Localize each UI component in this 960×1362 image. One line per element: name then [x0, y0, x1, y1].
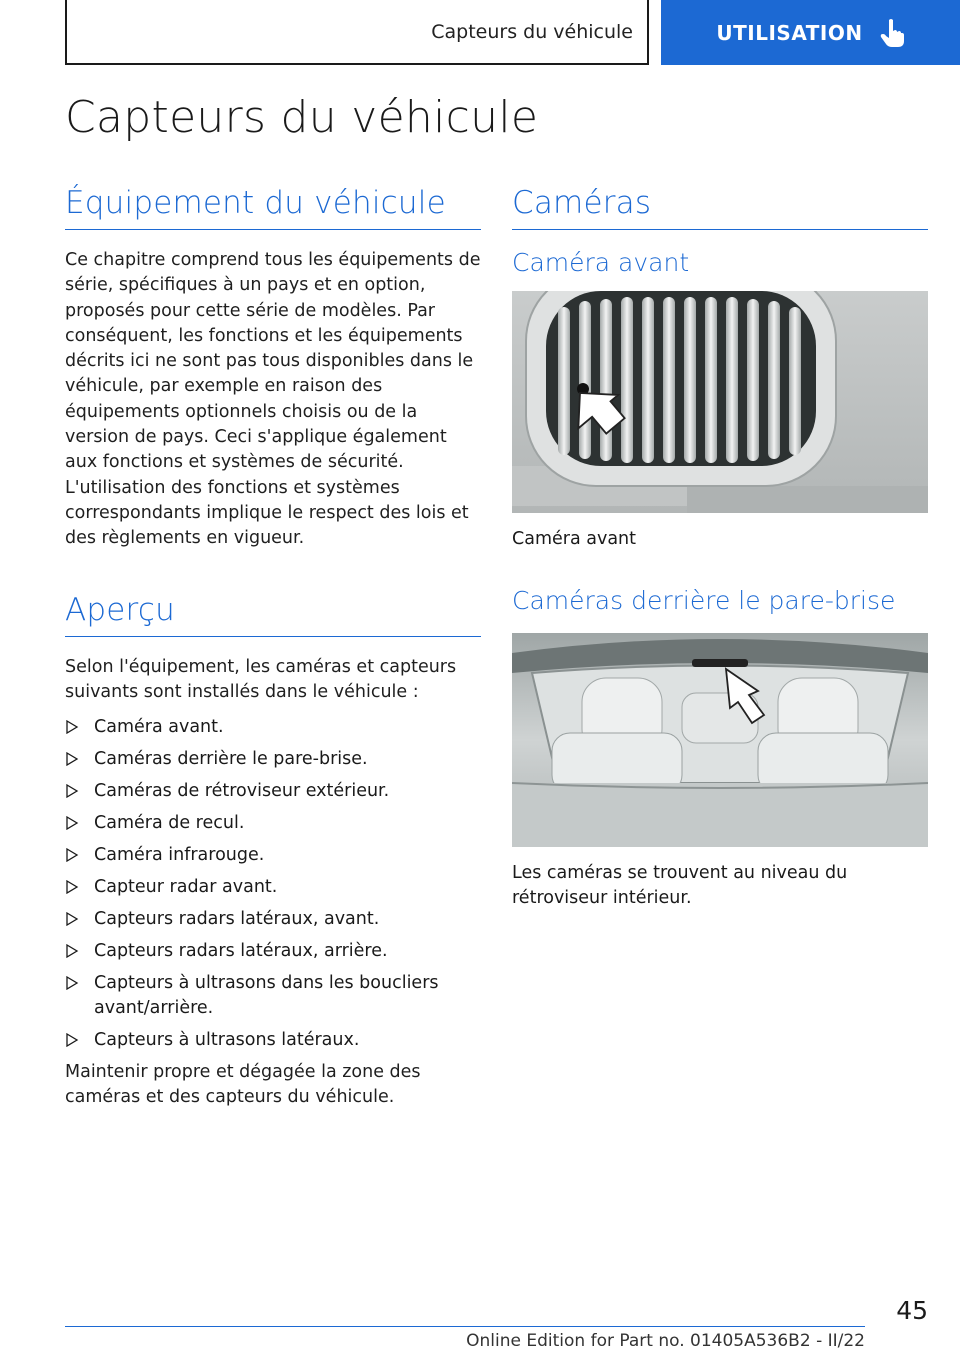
list-item-text: Caméra avant.: [94, 717, 224, 738]
triangle-bullet-icon: [65, 720, 79, 734]
list-item-text: Capteurs radars latéraux, avant.: [94, 909, 380, 930]
sensor-list: [65, 715, 481, 1053]
triangle-bullet-icon: [65, 784, 79, 798]
cameras-heading: Caméras: [512, 185, 928, 230]
equipment-heading: Équipement du véhicule: [65, 185, 481, 230]
header-chapter-label: UTILISATION: [716, 20, 863, 45]
list-item-text: Caméras derrière le pare-brise.: [94, 749, 368, 770]
triangle-bullet-icon: [65, 944, 79, 958]
triangle-bullet-icon: [65, 752, 79, 766]
list-item-text: Capteurs radars latéraux, arrière.: [94, 941, 388, 962]
page-title: Capteurs du véhicule: [65, 92, 539, 143]
list-item: [65, 843, 481, 868]
list-item-text: Caméras de rétroviseur extérieur.: [94, 781, 390, 802]
triangle-bullet-icon: [65, 976, 79, 990]
header-section-tab: [65, 0, 649, 65]
header-section-label: Capteurs du véhicule: [431, 20, 633, 43]
triangle-bullet-icon: [65, 1033, 79, 1047]
pointing-hand-icon: [879, 18, 905, 48]
footer-divider: [65, 1326, 865, 1327]
windshield-cameras-heading: Caméras derrière le pare-brise: [512, 586, 896, 615]
list-item-text: Caméra de recul.: [94, 813, 245, 834]
triangle-bullet-icon: [65, 848, 79, 862]
windshield-cameras-figure: [512, 633, 928, 847]
windshield-cameras-caption: Les caméras se trouvent au niveau du rétroviseur intérieur.: [512, 863, 848, 908]
list-item-text: Capteurs à ultrasons latéraux.: [94, 1030, 360, 1051]
list-item: [65, 875, 481, 900]
list-item: [65, 907, 481, 932]
front-camera-heading: Caméra avant: [512, 248, 690, 277]
overview-heading: Aperçu: [65, 592, 481, 637]
list-item: [65, 747, 481, 772]
left-column: [65, 185, 481, 1111]
triangle-bullet-icon: [65, 880, 79, 894]
list-item: [65, 715, 481, 740]
list-item: [65, 939, 481, 964]
list-item: [65, 971, 481, 1021]
list-item-text: Capteurs à ultrasons dans les boucliers avant/arrière.: [94, 973, 439, 1019]
footer-edition: Online Edition for Part no. 01405A536B2 - II/22: [466, 1331, 865, 1351]
list-item-text: Caméra infrarouge.: [94, 845, 265, 866]
overview-outro: Maintenir propre et dégagée la zone des caméras et des capteurs du véhicule.: [65, 1062, 421, 1108]
header-chapter-tab[interactable]: [661, 0, 960, 65]
right-column: [512, 185, 928, 911]
overview-intro: Selon l'équipement, les caméras et capteurs suivants sont installés dans le véhicule :: [65, 656, 457, 702]
front-camera-caption: Caméra avant: [512, 529, 636, 549]
triangle-bullet-icon: [65, 816, 79, 830]
equipment-text: Ce chapitre comprend tous les équipements de série, spécifiques à un pays et en option, proposés pour cette série de modèles. Par conséquent, les fonctions et les équipements décrits ici ne sont pas tous disponibles dans le véhicule, par exemple en raison des équipements optionnels choisis ou de la version de pays. Ceci s'applique également aux fonctions et systèmes de sécurité. L'utilisation des fonctions et systèmes correspondants implique le respect des lois et des règlements en vigueur.: [65, 250, 481, 549]
list-item: [65, 811, 481, 836]
list-item: [65, 779, 481, 804]
front-camera-figure: [512, 291, 928, 513]
list-item-text: Capteur radar avant.: [94, 877, 278, 898]
list-item: [65, 1028, 481, 1053]
page-number: 45: [896, 1296, 928, 1325]
triangle-bullet-icon: [65, 912, 79, 926]
